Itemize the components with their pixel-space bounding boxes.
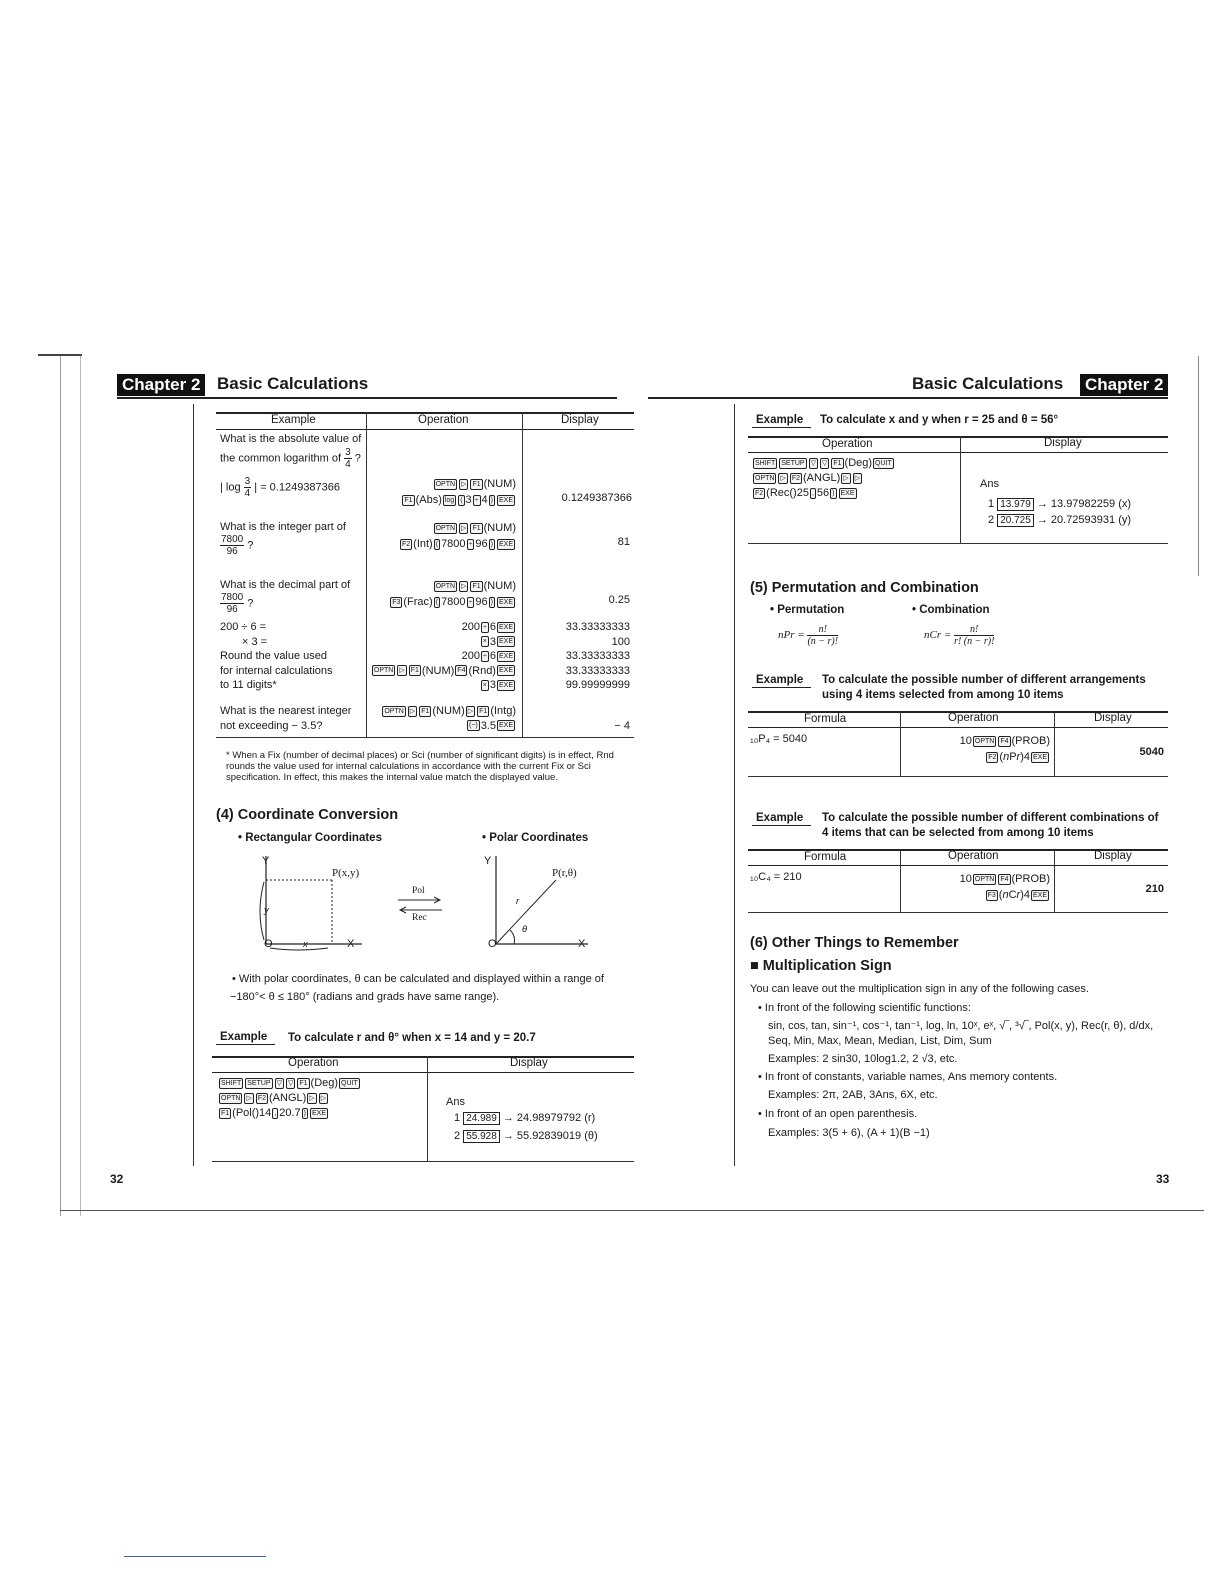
other-heading: (6) Other Things to Remember [750,935,959,951]
row4-display: 0.25 [608,594,630,606]
col-header-display: Display [561,414,599,426]
perm-col-formula: Formula [804,713,847,725]
combination-formula: nCr = $\frac{n!}{r! (n - r)!}$ [924,624,995,647]
perm-table [748,711,1168,777]
permutation-formula: nPr = $\frac{n!}{(n - r)!}$ [778,624,839,647]
coord-table [212,1056,634,1162]
bottom-blue-line [124,1556,266,1557]
polar-origin-label: O [488,938,497,950]
row5-example: 200 ÷ 6 = × 3 = Round the value used for internal calculations to 11 digits* [220,621,333,691]
polar-coords-label: • Polar Coordinates [482,832,589,844]
row4-operation: OPTN ▷ F1 (NUM) F3 (Frac) ( 7800 ÷ 96 ) EXE [392,580,516,608]
coord-display-line2: 2 55.928 → 55.92839019 (θ) [454,1130,598,1142]
section-title-right: Basic Calculations [912,374,1064,393]
rec-col-operation: Operation [822,438,873,450]
polar-r-label: r [516,896,520,907]
rec-display-line1: 1 13.979 → 13.97982259 (x) [988,498,1132,510]
page-number-left: 32 [110,1172,124,1186]
page-border-left [193,404,194,1166]
table-absolute-functions [216,412,634,738]
col-header-example: Example [271,414,316,426]
coord-example-label: Example [216,1031,275,1045]
bottom-rule [60,1210,1204,1211]
rec-example-text: To calculate x and y when r = 25 and θ = 56° [820,414,1059,426]
comb-col-operation: Operation [948,850,999,862]
row6-operation: OPTN ▷ F1 (NUM) ▷ F1 (Intg) (−) 3.5 EXE [384,705,516,732]
coord-heading: (4) Coordinate Conversion [216,807,399,823]
other-bullet-1-list-2: Seq, Min, Max, Mean, Median, List, Dim, Sum [768,1035,992,1047]
other-bullet-1-list-1: sin, cos, tan, sin⁻¹, cos⁻¹, tan⁻¹, log, ln, 10ˣ, eˣ, √‾, ³√‾, Pol(x, y), Rec(r, θ), d/dx, [768,1020,1154,1032]
chapter-badge-left: Chapter 2 [117,374,205,396]
perm-heading: (5) Permutation and Combination [750,580,979,596]
row5-display: 33.33333333 100 33.33333333 33.33333333 99.99999999 [565,621,630,691]
row2-display: 0.1249387366 [561,492,632,504]
polar-point-label: P(r,θ) [552,867,577,879]
rec-display-line2: 2 20.725 → 20.72593931 (y) [988,514,1132,526]
col-header-operation: Operation [418,414,469,426]
right-edge-line [1198,356,1199,576]
conversion-arrows [396,896,444,914]
row4-example: What is the decimal part of $\frac{7800}{96}$ ? [220,579,351,615]
perm-formula-value: ₁₀P₄ = 5040 [750,733,808,745]
row1-example: What is the absolute value of the common logarithm of $\frac{3}{4}$ ? [220,433,362,470]
row3-operation: OPTN ▷ F1 (NUM) F2 (Int) ( 7800 ÷ 96 ) EXE [401,522,516,550]
other-bullet-1: • In front of the following scientific functions: [758,1002,971,1014]
row2-operation: OPTN ▷ F1 (NUM) F1 (Abs) log ( 3 ÷ 4 ) EXE [404,478,516,506]
polar-theta-label: θ [522,924,528,935]
coord-col-operation: Operation [288,1057,339,1069]
rect-coords-label: • Rectangular Coordinates [238,832,382,844]
perm-example-text: To calculate the possible number of different arrangements using 4 items selected from among 10 items [822,674,1146,701]
polar-note-2: −180°< θ ≤ 180° (radians and grads have same range). [230,991,500,1003]
footnote: * When a Fix (number of decimal places) or Sci (number of significant digits) is in effect, Rnd rounds the value used for internal calculations in accordance with the current Fix or Sci specification. In effect, this makes the internal value match the displayed value. [226,750,614,783]
comb-table [748,849,1168,913]
rect-origin-label: O [264,938,273,950]
comb-col-display: Display [1094,850,1132,862]
rec-col-display: Display [1044,437,1082,449]
row5-operation: 200 ÷ 6 EXE × 3 EXE 200 ÷ 6 EXE OPTN ▷ F1 (NUM) F4 (Rnd) EXE × 3 EXE [373,621,513,691]
section-title-left: Basic Calculations [217,374,369,393]
rect-x-sub: x [303,939,308,950]
perm-example-label: Example [752,674,811,688]
comb-operation-keys: 10 OPTN F4 (PROB) F3 (nCr)4 EXE [959,873,1050,901]
other-bullet-2-examples: Examples: 2π, 2AB, 3Ans, 6X, etc. [768,1089,938,1101]
comb-example-label: Example [752,812,811,826]
other-intro: You can leave out the multiplication sign in any of the following cases. [750,983,1089,995]
header-rule-right [648,397,1168,399]
chapter-badge-right: Chapter 2 [1080,374,1168,396]
other-bullet-3: • In front of an open parenthesis. [758,1108,918,1120]
row6-example: What is the nearest integer not exceeding − 3.5? [220,705,352,732]
rec-operation-keys: SHIFT SETUP ▽ ▽ F1 (Deg) QUIT OPTN ▷ F2 (ANGL) ▷ ▷ F2 (Rec()25 , 56 ) EXE [755,457,892,499]
rec-ans: Ans [980,478,999,490]
rec-label: Rec [412,913,427,923]
coord-ans: Ans [446,1096,465,1108]
row3-display: 81 [617,536,630,548]
coord-display-line1: 1 24.989 → 24.98979792 (r) [454,1112,596,1124]
comb-example-text: To calculate the possible number of different combinations of 4 items that can be selected from among 10 items [822,812,1159,839]
page-border-right [734,404,735,1166]
pol-label: Pol [412,886,425,896]
coord-col-display: Display [510,1057,548,1069]
page-number-right: 33 [1156,1172,1170,1186]
permutation-label: • Permutation [770,604,845,616]
comb-display-value: 210 [1145,883,1164,895]
row3-example: What is the integer part of $\frac{7800}{96}$ ? [220,521,346,557]
comb-formula-value: ₁₀C₄ = 210 [750,871,802,883]
polar-y-axis-label: Y [484,855,492,867]
coord-operation-keys: SHIFT SETUP ▽ ▽ F1 (Deg) QUIT OPTN ▷ F2 (ANGL) ▷ ▷ F1 (Pol()14 , 20.7 ) EXE [221,1077,358,1119]
rect-y-axis-label: Y [262,855,270,867]
rect-y-sub: y [264,905,269,916]
other-bullet-1-examples: Examples: 2 sin30, 10log1.2, 2 √3, etc. [768,1053,958,1065]
rec-example-label: Example [752,414,811,428]
header-rule-left [117,397,617,399]
row2-example: | log $\frac{3}{4}$ | = 0.1249387366 [220,476,341,499]
perm-operation-keys: 10 OPTN F4 (PROB) F2 (nPr)4 EXE [959,735,1050,763]
left-margin-line-2 [80,356,81,1216]
perm-display-value: 5040 [1139,746,1164,758]
polar-x-axis-label: X [578,938,586,950]
comb-col-formula: Formula [804,851,847,863]
other-bullet-3-examples: Examples: 3(5 + 6), (A + 1)(B −1) [768,1127,930,1139]
rect-point-label: P(x,y) [332,867,360,879]
multiplication-sign-heading: ■ Multiplication Sign [750,958,892,974]
combination-label: • Combination [912,604,990,616]
row6-display: − 4 [614,720,630,732]
left-margin-line [60,356,61,1216]
top-left-mark [38,354,82,356]
rec-table [748,436,1168,544]
polar-note-1: • With polar coordinates, θ can be calculated and displayed within a range of [232,973,604,985]
perm-col-operation: Operation [948,712,999,724]
other-bullet-2: • In front of constants, variable names, Ans memory contents. [758,1071,1058,1083]
rect-x-axis-label: X [347,938,355,950]
perm-col-display: Display [1094,712,1132,724]
coord-example-text: To calculate r and θ° when x = 14 and y = 20.7 [288,1032,536,1044]
